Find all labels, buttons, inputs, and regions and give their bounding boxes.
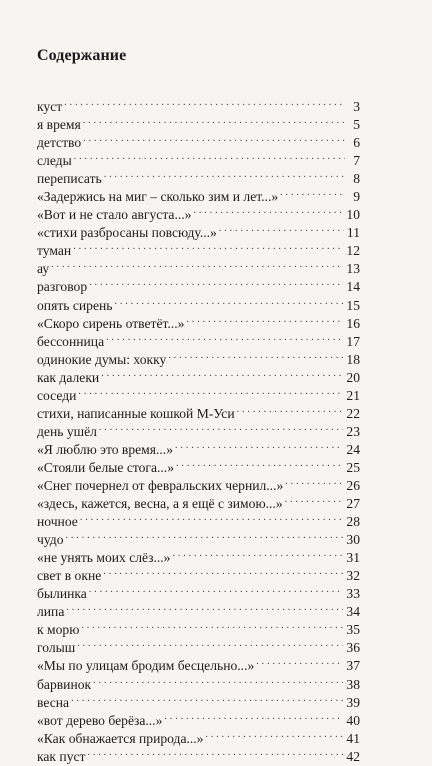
toc-entry-page-number: 35 <box>346 622 360 638</box>
toc-entry-page-number: 27 <box>346 496 360 512</box>
dot-leader <box>172 550 343 562</box>
toc-entry <box>37 730 360 748</box>
page-title: Содержание <box>37 47 127 64</box>
dot-leader <box>74 153 345 165</box>
toc-entry-page-number: 13 <box>346 261 360 277</box>
toc-entry-title: «стихи разбросаны повсюду...» <box>37 225 217 241</box>
toc-entry-page-number: 20 <box>346 369 360 385</box>
dot-leader <box>101 370 343 382</box>
toc-entry <box>37 676 360 694</box>
toc-entry-page-number: 36 <box>346 640 360 656</box>
toc-entry-title: «Вот и не стало августа...» <box>37 207 192 223</box>
toc-entry <box>37 351 360 369</box>
toc-entry <box>37 621 360 639</box>
toc-entry <box>37 657 360 675</box>
dot-leader <box>73 243 343 255</box>
toc-entry <box>37 441 360 459</box>
toc-entry-page-number: 10 <box>346 207 360 223</box>
dot-leader <box>80 514 344 526</box>
toc-entry <box>37 748 360 766</box>
toc-entry-title: «вот дерево берёза...» <box>37 712 163 728</box>
toc-entry-title: соседи <box>37 387 77 403</box>
dot-leader <box>93 677 343 689</box>
toc-entry <box>37 188 360 206</box>
dot-leader <box>114 298 343 310</box>
toc-entry <box>37 206 360 224</box>
toc-entry-page-number: 14 <box>346 279 360 295</box>
toc-entry-page-number: 8 <box>353 171 360 187</box>
toc-entry-title: весна <box>37 694 70 710</box>
dot-leader <box>175 442 343 454</box>
dot-leader <box>89 586 344 598</box>
toc-entry-page-number: 17 <box>346 333 360 349</box>
toc-entry <box>37 98 360 116</box>
toc-entry-title: одинокие думы: хокку <box>37 351 167 367</box>
dot-leader <box>66 532 344 544</box>
toc-entry <box>37 278 360 296</box>
toc-entry-page-number: 21 <box>346 387 360 403</box>
dot-leader <box>78 388 343 400</box>
dot-leader <box>256 658 343 670</box>
dot-leader <box>205 731 343 743</box>
toc-entry-page-number: 24 <box>346 441 360 457</box>
toc-entry-title: «Задержись на миг – сколько зим и лет...» <box>37 189 279 205</box>
toc-entry-page-number: 11 <box>346 225 360 241</box>
toc-entry-page-number: 37 <box>346 658 360 674</box>
toc-entry-title: к морю <box>37 622 80 638</box>
dot-leader <box>51 261 343 273</box>
toc-entry-title: липа <box>37 604 65 620</box>
toc-entry <box>37 405 360 423</box>
toc-entry-title: детство <box>37 135 82 151</box>
dot-leader <box>186 316 343 328</box>
dot-leader <box>106 334 343 346</box>
toc-entry-page-number: 31 <box>346 550 360 566</box>
toc-entry <box>37 423 360 441</box>
dot-leader <box>168 352 343 364</box>
toc-entry-page-number: 16 <box>346 315 360 331</box>
toc-entry-page-number: 3 <box>353 99 360 114</box>
toc-entry-page-number: 33 <box>346 586 360 602</box>
dot-leader <box>164 713 343 725</box>
toc-entry-title: куст <box>37 99 63 114</box>
dot-leader <box>83 135 345 147</box>
dot-leader <box>99 424 344 436</box>
toc-entry-page-number: 40 <box>346 712 360 728</box>
toc-entry-title: как пуст <box>37 748 86 764</box>
toc-entry-page-number: 41 <box>346 730 360 746</box>
toc-entry-title: следы <box>37 153 72 169</box>
dot-leader <box>280 189 345 201</box>
dot-leader <box>285 496 344 508</box>
toc-entry-page-number: 42 <box>346 748 360 764</box>
toc-entry-title: чудо <box>37 532 64 548</box>
toc-entry <box>37 549 360 567</box>
dot-leader <box>87 749 343 761</box>
table-of-contents <box>37 98 360 766</box>
dot-leader <box>104 171 345 183</box>
dot-leader <box>89 279 343 291</box>
toc-entry <box>37 224 360 242</box>
toc-entry-page-number: 7 <box>353 153 360 169</box>
toc-entry <box>37 585 360 603</box>
dot-leader <box>285 478 343 490</box>
toc-entry <box>37 170 360 188</box>
toc-entry-page-number: 34 <box>346 604 360 620</box>
dot-leader <box>83 117 345 129</box>
toc-entry-title: голыш <box>37 640 76 656</box>
toc-entry-page-number: 22 <box>346 405 360 421</box>
toc-entry-title: опять сирень <box>37 297 113 313</box>
toc-entry-page-number: 26 <box>346 477 360 493</box>
toc-entry-title: «не унять моих слёз...» <box>37 550 171 566</box>
dot-leader <box>64 99 345 111</box>
toc-entry <box>37 639 360 657</box>
toc-entry <box>37 567 360 585</box>
toc-entry-title: «Скоро сирень ответёт...» <box>37 315 185 331</box>
dot-leader <box>237 406 344 418</box>
toc-entry <box>37 116 360 134</box>
toc-entry-title: свет в окне <box>37 568 102 584</box>
toc-entry-page-number: 28 <box>346 514 360 530</box>
toc-entry-title: я время <box>37 117 81 133</box>
toc-entry-title: былинка <box>37 586 87 602</box>
toc-entry-page-number: 39 <box>346 694 360 710</box>
dot-leader <box>66 604 343 616</box>
toc-entry-title: переписать <box>37 171 102 187</box>
toc-entry-page-number: 9 <box>353 189 360 205</box>
toc-entry <box>37 134 360 152</box>
dot-leader <box>176 460 343 472</box>
toc-entry-title: разговор <box>37 279 88 295</box>
toc-entry <box>37 242 360 260</box>
toc-entry-title: барвинок <box>37 676 92 692</box>
toc-entry <box>37 712 360 730</box>
toc-entry-title: ау <box>37 261 50 277</box>
dot-leader <box>77 640 343 652</box>
toc-entry <box>37 477 360 495</box>
toc-entry-title: «Мы по улицам бродим бесцельно...» <box>37 658 255 674</box>
toc-entry-page-number: 38 <box>346 676 360 692</box>
toc-entry <box>37 513 360 531</box>
toc-entry <box>37 152 360 170</box>
toc-entry <box>37 694 360 712</box>
toc-entry <box>37 531 360 549</box>
dot-leader <box>193 207 343 219</box>
toc-entry-title: бессонница <box>37 333 105 349</box>
toc-entry-title: «Стояли белые стога...» <box>37 459 175 475</box>
toc-entry-page-number: 6 <box>353 135 360 151</box>
toc-entry <box>37 459 360 477</box>
toc-entry-title: туман <box>37 243 72 259</box>
toc-entry-page-number: 15 <box>346 297 360 313</box>
toc-entry <box>37 495 360 513</box>
toc-entry-title: «Я люблю это время...» <box>37 441 174 457</box>
toc-entry-title: ночное <box>37 514 78 530</box>
toc-entry-title: «Как обнажается природа...» <box>37 730 204 746</box>
toc-entry-page-number: 23 <box>346 423 360 439</box>
toc-entry <box>37 369 360 387</box>
toc-entry-title: стихи, написанные кошкой М-Уси <box>37 405 235 421</box>
toc-entry <box>37 333 360 351</box>
toc-entry-page-number: 12 <box>346 243 360 259</box>
dot-leader <box>81 622 343 634</box>
dot-leader <box>219 225 344 237</box>
toc-entry-title: как далеки <box>37 369 100 385</box>
toc-entry-page-number: 5 <box>353 117 360 133</box>
toc-entry-page-number: 30 <box>346 532 360 548</box>
toc-entry <box>37 387 360 405</box>
dot-leader <box>103 568 343 580</box>
toc-entry <box>37 315 360 333</box>
toc-entry-page-number: 32 <box>346 568 360 584</box>
toc-entry-page-number: 25 <box>346 459 360 475</box>
toc-entry-title: «здесь, кажется, весна, а я ещё с зимою...» <box>37 496 283 512</box>
dot-leader <box>71 695 343 707</box>
toc-entry <box>37 260 360 278</box>
toc-entry <box>37 297 360 315</box>
toc-entry <box>37 603 360 621</box>
toc-entry-title: день ушёл <box>37 423 97 439</box>
toc-entry-title: «Снег почернел от февральских чернил...» <box>37 477 284 493</box>
toc-entry-page-number: 18 <box>346 351 360 367</box>
